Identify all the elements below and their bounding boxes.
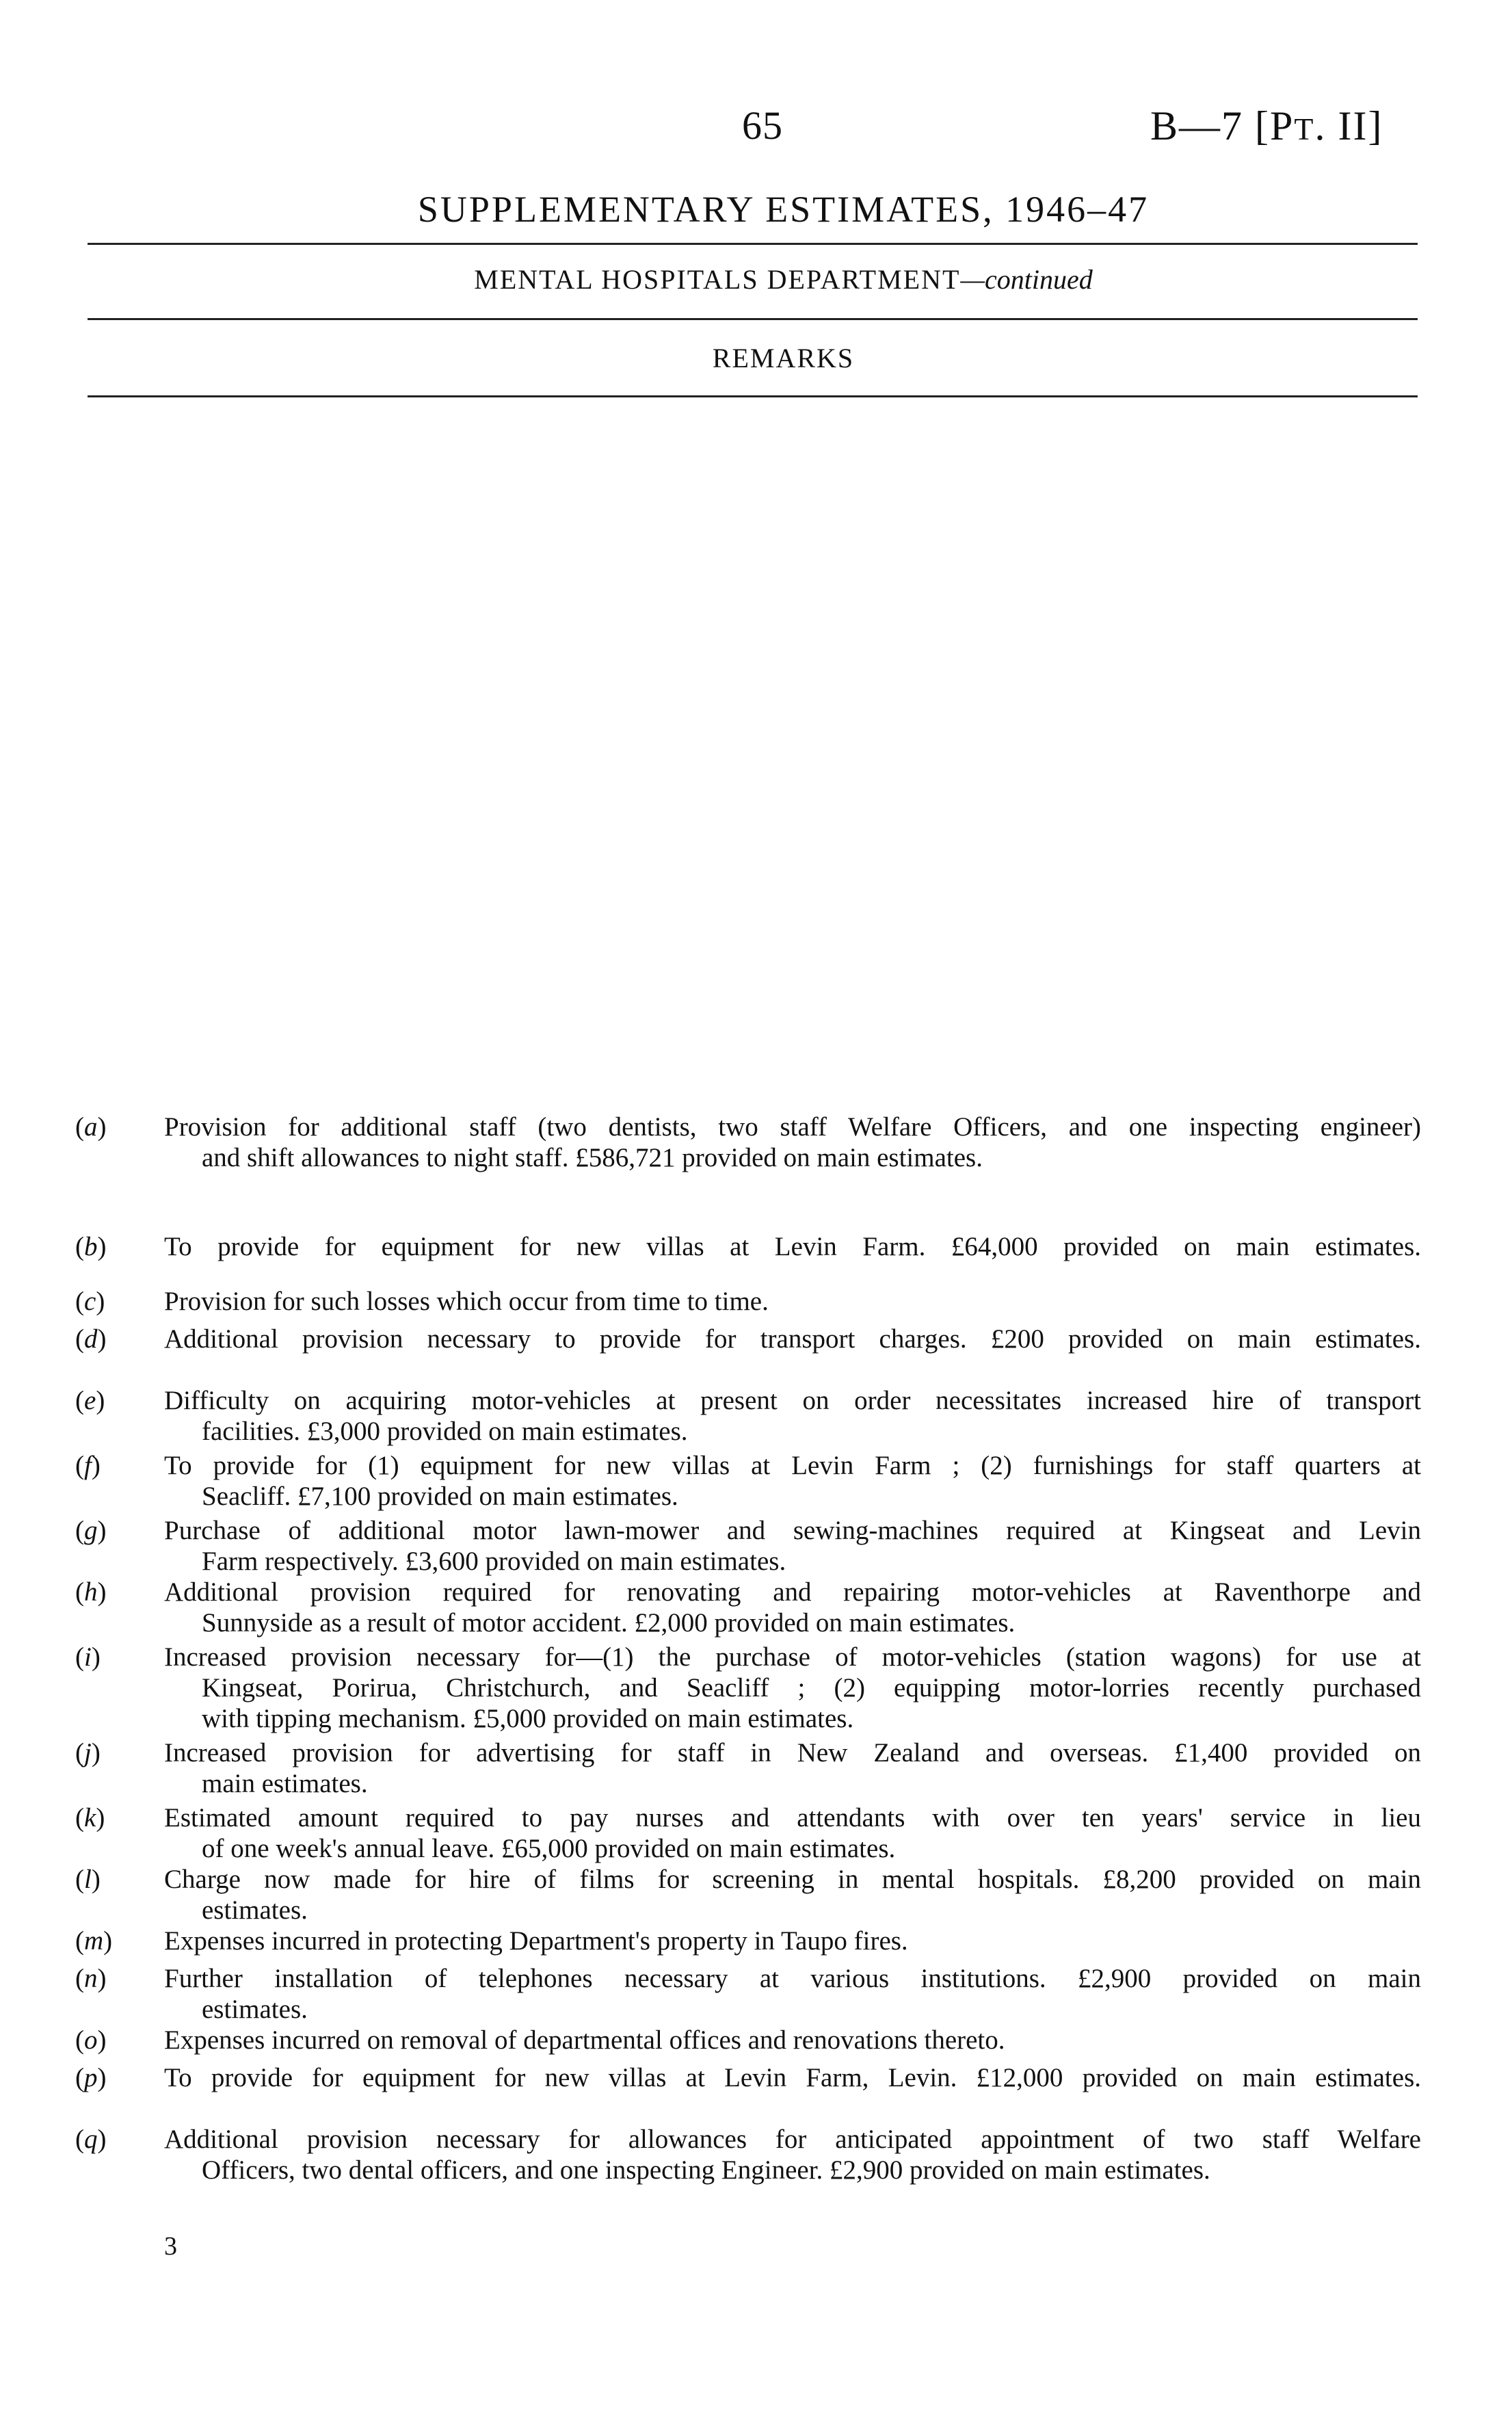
remark-line: Increased provision necessary for—(1) the purchase of motor-vehicles (station wagons) for use at [164,1642,1421,1672]
remark-letter: (a) [75,1112,107,1142]
remark-line: and shift allowances to night staff. £586,721 provided on main estimates. [202,1143,983,1172]
rule-middle [88,318,1418,320]
remark-line: Additional provision necessary to provide for transport charges. £200 provided on main estimates. [164,1324,1421,1354]
department-subtitle [0,263,1512,295]
remark-item-m [75,1926,1421,1956]
remark-item-h [75,1577,1421,1638]
remark-line: Kingseat, Porirua, Christchurch, and Seacliff ; (2) equipping motor-lorries recently purchased [202,1673,1421,1703]
remark-line: Expenses incurred in protecting Department's property in Taupo fires. [164,1926,908,1956]
remark-letter: (f) [75,1451,101,1480]
document-reference [1150,103,1383,150]
remark-item-p [75,2062,1421,2093]
remark-line: Additional provision necessary for allowances for anticipated appointment of two staff Welfare [164,2125,1421,2154]
remark-line: Officers, two dental officers, and one inspecting Engineer. £2,900 provided on main estimates. [202,2155,1210,2185]
remark-line: Seacliff. £7,100 provided on main estimates. [202,1482,678,1511]
remark-letter: (m) [75,1926,113,1956]
signature-number: 3 [164,2232,177,2261]
remark-item-j [75,1737,1421,1799]
remark-line: Difficulty on acquiring motor-vehicles at present on order necessitates increased hire of transport [164,1386,1421,1415]
remark-item-e [75,1385,1421,1447]
remark-letter: (o) [75,2025,107,2055]
document-title: SUPPLEMENTARY ESTIMATES, 1946–47 [417,189,1150,230]
remark-line: main estimates. [202,1769,368,1798]
remark-item-k [75,1802,1421,1864]
rule-top [88,243,1418,245]
subtitle-suffix: —continued [960,264,1093,295]
remark-item-i [75,1642,1421,1734]
remark-letter: (c) [75,1287,105,1316]
remark-line: Purchase of additional motor lawn-mower and sewing-machines required at Kingseat and Levin [164,1516,1421,1545]
remark-item-q [75,2124,1421,2185]
remark-line: of one week's annual leave. £65,000 provided on main estimates. [202,1834,896,1863]
remark-item-f [75,1450,1421,1512]
remark-item-g [75,1515,1421,1577]
section-heading: REMARKS [712,343,855,373]
remark-line: facilities. £3,000 provided on main estimates. [202,1417,688,1446]
remark-line: Provision for additional staff (two dentists, two staff Welfare Officers, and one inspecting engineer) [164,1112,1421,1142]
remark-line: Charge now made for hire of films for screening in mental hospitals. £8,200 provided on main [164,1865,1421,1894]
remark-letter: (d) [75,1324,107,1354]
remark-letter: (i) [75,1642,101,1672]
rule-bottom [88,395,1418,397]
remark-item-n [75,1963,1421,2025]
remark-item-o [75,2025,1421,2055]
remark-line: estimates. [202,1895,308,1925]
remark-letter: (q) [75,2125,107,2154]
remark-line: estimates. [202,1995,308,2024]
remark-line: Provision for such losses which occur from time to time. [164,1287,769,1316]
remark-letter: (n) [75,1964,107,1993]
ref-main: B—7 [P [1150,103,1295,148]
page-number: 65 [742,103,783,148]
remark-line: Farm respectively. £3,600 provided on main estimates. [202,1547,786,1576]
ref-tail: . II] [1314,103,1383,148]
remark-letter: (g) [75,1516,107,1545]
remark-letter: (k) [75,1803,105,1832]
remark-line: Additional provision required for renovating and repairing motor-vehicles at Raventhorpe and [164,1577,1421,1607]
remark-item-c [75,1286,1421,1317]
remark-item-a [75,1112,1421,1173]
remark-line: Sunnyside as a result of motor accident. £2,000 provided on main estimates. [202,1608,1016,1638]
remark-letter: (e) [75,1386,105,1415]
remark-line: To provide for equipment for new villas at Levin Farm, Levin. £12,000 provided on main estimates. [164,2063,1421,2092]
remark-letter: (l) [75,1865,101,1894]
remark-item-l [75,1864,1421,1926]
remark-letter: (b) [75,1232,107,1261]
remark-letter: (j) [75,1738,101,1767]
remark-line: Expenses incurred on removal of departmental offices and renovations thereto. [164,2025,1005,2055]
remark-letter: (p) [75,2063,107,2092]
remark-line: To provide for equipment for new villas at Levin Farm. £64,000 provided on main estimates. [164,1232,1421,1261]
ref-small: T [1294,111,1315,146]
remark-item-b [75,1231,1421,1262]
subtitle-text: MENTAL HOSPITALS DEPARTMENT [474,264,961,295]
remark-line: Estimated amount required to pay nurses and attendants with over ten years' service in lieu [164,1803,1421,1832]
remark-letter: (h) [75,1577,107,1607]
remark-line: Increased provision for advertising for staff in New Zealand and overseas. £1,400 provided on [164,1738,1421,1767]
remark-line: Further installation of telephones necessary at various institutions. £2,900 provided on main [164,1964,1421,1993]
remark-item-d [75,1324,1421,1354]
remark-line: To provide for (1) equipment for new villas at Levin Farm ; (2) furnishings for staff quarters at [164,1451,1421,1480]
remark-line: with tipping mechanism. £5,000 provided on main estimates. [202,1704,854,1733]
